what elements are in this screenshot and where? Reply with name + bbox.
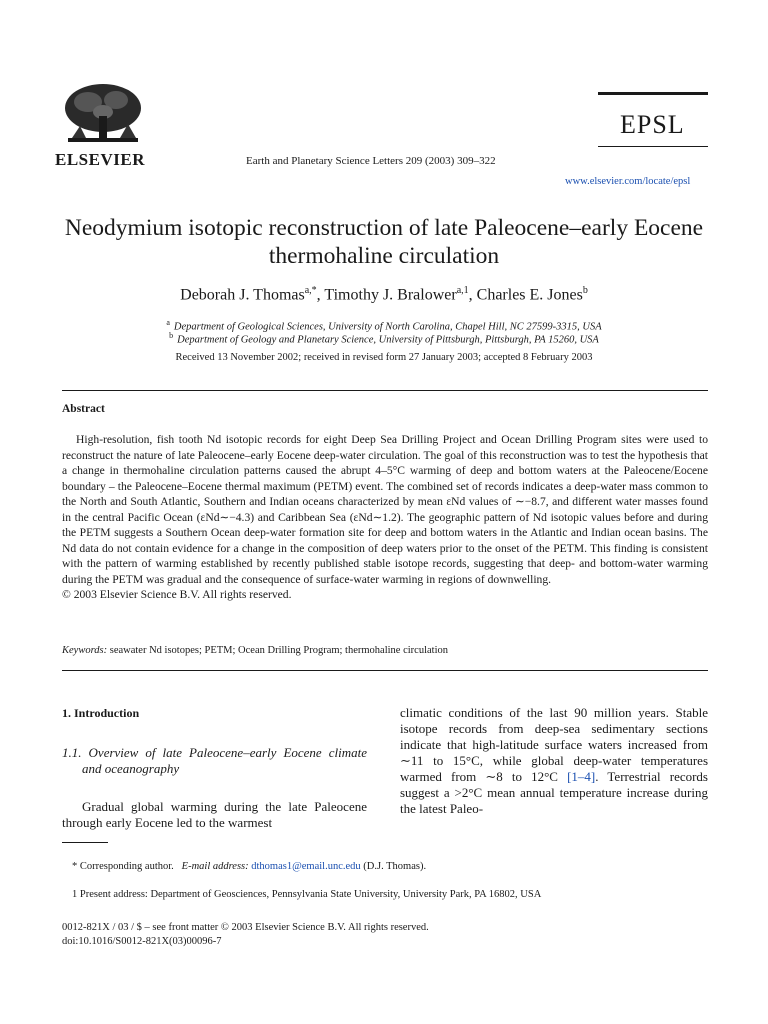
journal-abbrev: EPSL <box>620 110 685 139</box>
header-rule-bottom <box>598 146 708 147</box>
keywords-label: Keywords: <box>62 645 108 656</box>
footnote-rule <box>62 842 108 843</box>
author-name: Timothy J. Bralower <box>324 286 457 304</box>
body-column-left <box>62 705 367 831</box>
affiliation-mark: a <box>166 318 170 327</box>
elsevier-tree-logo-icon <box>58 82 148 148</box>
author-list: Deborah J. Thomas$^{a,*}$, Timothy J. Bralower$^{a,1}$, Charles E. Jones$^b$ <box>180 285 588 304</box>
author-name: Deborah J. Thomas <box>180 286 305 304</box>
keywords-rule <box>62 670 708 671</box>
abstract-rule <box>62 390 708 391</box>
journal-citation: Earth and Planetary Science Letters 209 (2003) 309–322 <box>246 155 496 167</box>
subsection-heading: 1.1. Overview of late Paleocene–early Eocene climate and oceanography <box>62 745 367 776</box>
abstract-body <box>62 432 708 603</box>
email-label: E-mail address: <box>181 861 249 872</box>
keywords-text: seawater Nd isotopes; PETM; Ocean Drilling Program; thermohaline circulation <box>109 645 448 656</box>
abstract-text: High-resolution, fish tooth Nd isotopic records for eight Deep Sea Drilling Project and Ocean Drilling Program sites were used to reconstruct the nature of late Paleocene–early Eocene deep-water circulation. The goal of this reconstruction was to test the hypothesis that a change in thermohaline circulation patterns caused the abrupt 4–5°C warming of deep and bottom waters at the Paleocene/Eocene boundary – the Paleocene–Eocene thermal maximum (PETM) event. The combined set of records indicates a deep-water mass common to the North and South Atlantic, Southern and Indian oceans characterized by mean εNd values of ∼−8.7, and different water masses found in the central Pacific Ocean (εNd∼−4.3) and Caribbean Sea (εNd∼1.2). The geographic pattern of Nd isotopic values before and during the PETM suggests a Southern Ocean deep-water formation site for deep and bottom waters in the Atlantic and Indian ocean basins. The Nd data do not contain evidence for a change in the composition of deep waters prior to the onset of the PETM. This finding is consistent with the pattern of warming established by recently published stable isotope records, suggesting that deep- and bottom-water warming during the PETM was gradual and the consequence of surface-water warming in regions of downwelling. <box>62 433 708 586</box>
body-paragraph-cont: . Terrestrial records suggest a >2°C mean annual temperature increase during the latest Paleo- <box>400 769 708 816</box>
affiliation-text: Department of Geological Sciences, University of North Carolina, Chapel Hill, NC 27599-3315, USA <box>173 321 602 333</box>
footnote-present-address: 1 Present address: Department of Geosciences, Pennsylvania State University, University Park, PA 16802, USA <box>72 889 542 900</box>
author-sup[interactable]: a,* <box>304 285 317 296</box>
author-sup[interactable]: b <box>582 285 588 296</box>
citation-link[interactable]: [1–4] <box>567 769 596 784</box>
received-dates: Received 13 November 2002; received in revised form 27 January 2003; accepted 8 February 2003 <box>175 352 593 363</box>
email-suffix: (D.J. Thomas). <box>363 861 427 872</box>
footnote-corresponding <box>72 861 426 872</box>
abstract-heading: Abstract <box>62 403 105 415</box>
affiliation <box>40 331 728 346</box>
publisher-name: ELSEVIER <box>55 150 145 169</box>
abstract-copyright: © 2003 Elsevier Science B.V. All rights reserved. <box>62 588 292 601</box>
affiliation-text: Department of Geology and Planetary Science, University of Pittsburgh, Pittsburgh, PA 15260, USA <box>177 334 599 346</box>
header-rule-top <box>598 92 708 95</box>
email-link[interactable]: dthomas1@email.unc.edu <box>251 861 361 872</box>
doi-line: doi:10.1016/S0012-821X(03)00096-7 <box>62 936 222 947</box>
body-paragraph: climatic conditions of the last 90 million years. Stable isotope records from deep-sea sedimentary sections indicate that high-latitude surface waters increased from ∼11 to 15°C, while global deep-water temperatures warmed from ∼8 to 12°C <box>400 705 708 784</box>
body-paragraph: Gradual global warming during the late Paleocene through early Eocene led to the warmest <box>62 799 367 830</box>
section-heading: 1. Introduction <box>62 706 140 720</box>
author-name: Charles E. Jones <box>476 286 583 304</box>
author-sup[interactable]: a,1 <box>456 285 469 296</box>
affiliation-mark: b <box>169 331 174 340</box>
journal-url-link[interactable]: www.elsevier.com/locate/epsl <box>565 176 691 187</box>
front-matter-info <box>62 921 429 949</box>
body-column-right <box>400 705 708 817</box>
footnote-label: * Corresponding author. <box>72 861 174 872</box>
issn-line: 0012-821X / 03 / $ – see front matter © 2003 Elsevier Science B.V. All rights reserved. <box>62 922 429 933</box>
article-title: Neodymium isotopic reconstruction of late Paleocene–early Eocene thermohaline circulation <box>64 215 704 269</box>
keywords <box>62 645 708 656</box>
